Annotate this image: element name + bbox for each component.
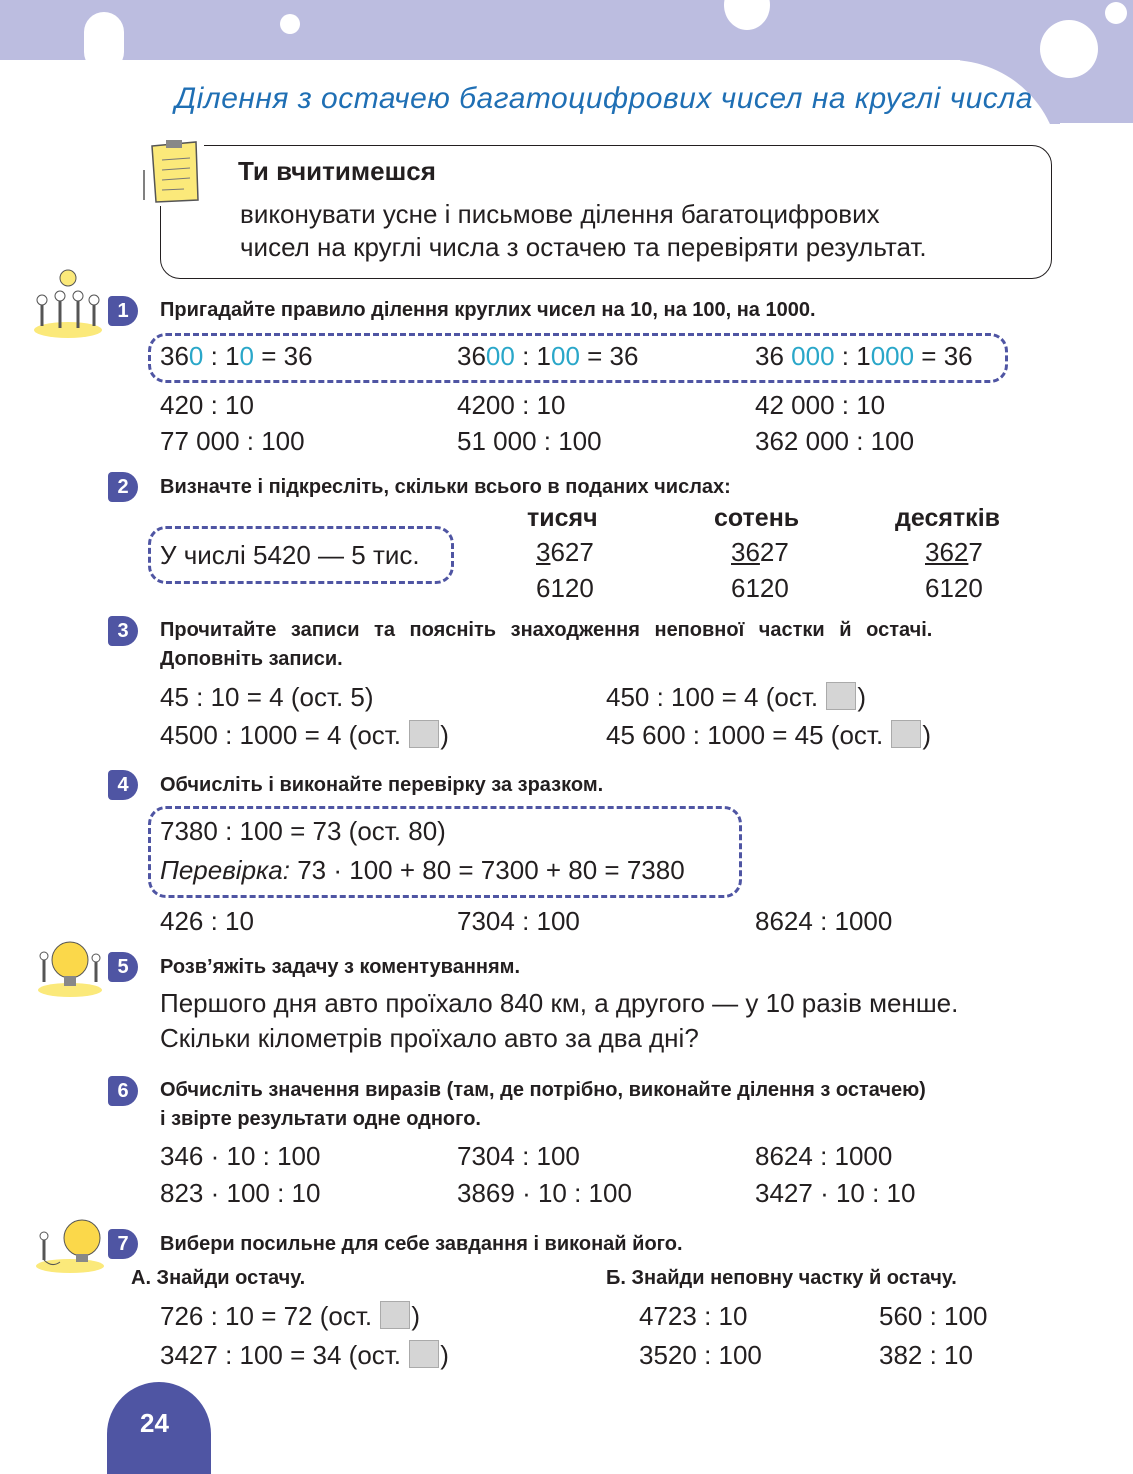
column-header: сотень [714,504,800,532]
expression: 426 : 10 [160,906,254,936]
task-number: 2 [108,472,138,502]
task-5-text: Розв’яжіть задачу з коментуванням. [160,956,520,978]
example-text: У числі 5420 — 5 тис. [160,540,420,570]
number: 6120 [536,573,594,603]
task-number: 7 [108,1229,138,1259]
top-banner [0,0,1133,60]
expression: 3869 · 10 : 100 [457,1178,632,1208]
number: 3627 [536,537,594,567]
task-3-text-2: Доповніть записи. [160,648,343,670]
expression: 450 : 100 = 4 (ост. ) [606,682,867,712]
expression: 3427 : 100 = 34 (ост. ) [160,1340,449,1370]
example-1-1: 360 : 10 = 36 [160,341,313,371]
example-1-3: 36 000 : 1000 = 36 [755,341,973,371]
answer-box[interactable] [891,720,921,748]
goal-line-2: чисел на круглі числа з остачею та перевіряти результат. [240,232,927,262]
expression: 4723 : 10 [639,1301,748,1331]
example-line-2: Перевірка: 73 · 100 + 80 = 7300 + 80 = 7380 [160,855,685,885]
answer-box[interactable] [409,720,439,748]
expression: 346 · 10 : 100 [160,1141,321,1171]
expression: 77 000 : 100 [160,426,305,456]
expression: 45 600 : 1000 = 45 (ост. ) [606,720,932,750]
notepad-icon [140,140,204,206]
example-1-2: 3600 : 100 = 36 [457,341,639,371]
expression: 51 000 : 100 [457,426,602,456]
task-1-text: Пригадайте правило ділення круглих чисел на 10, на 100, на 1000. [160,299,816,321]
people-bulb-icon [30,1212,106,1274]
column-header: тисяч [527,504,598,532]
people-bulb-icon [28,266,104,342]
task-3-text-1: Прочитайте записи та поясніть знаходження неповної частки й остачі. [160,619,933,641]
expression: 560 : 100 [879,1301,988,1331]
expression: 7304 : 100 [457,1141,580,1171]
expression: 362 000 : 100 [755,426,915,456]
option-b-label: Б. Знайди неповну частку й остачу. [606,1267,957,1289]
expression: 8624 : 1000 [755,906,893,936]
expression: 7304 : 100 [457,906,580,936]
expression: 420 : 10 [160,390,254,420]
expression: 8624 : 1000 [755,1141,893,1171]
answer-box[interactable] [409,1340,439,1368]
task-number: 5 [108,952,138,982]
people-bulb-icon [34,936,104,998]
banner-bubble [84,12,124,72]
task-number: 1 [108,296,138,326]
task-7-text: Вибери посильне для себе завдання і виконай його. [160,1233,683,1255]
column-header: десятків [895,504,1001,532]
task-number: 4 [108,770,138,800]
task-number: 6 [108,1076,138,1106]
task-number: 3 [108,616,138,646]
task-2-text: Визначте і підкресліть, скільки всього в поданих числах: [160,476,731,498]
expression: 3427 · 10 : 10 [755,1178,916,1208]
problem-line-1: Першого дня авто проїхало 840 км, а другого — у 10 разів менше. [160,988,959,1018]
goal-heading: Ти вчитимешся [238,156,436,186]
goal-line-1: виконувати усне і письмове ділення багатоцифрових [240,199,880,229]
answer-box[interactable] [826,682,856,710]
expression: 823 · 100 : 10 [160,1178,321,1208]
number: 6120 [925,573,983,603]
expression: 382 : 10 [879,1340,973,1370]
task-6-text-1: Обчисліть значення виразів (там, де потрібно, виконайте ділення з остачею) [160,1079,926,1101]
number: 3627 [925,537,983,567]
example-line-1: 7380 : 100 = 73 (ост. 80) [160,816,446,846]
expression: 3520 : 100 [639,1340,762,1370]
expression: 42 000 : 10 [755,390,886,420]
number: 6120 [731,573,789,603]
expression: 4500 : 1000 = 4 (ост. ) [160,720,449,750]
banner-bubble [280,14,300,34]
expression: 726 : 10 = 72 (ост. ) [160,1301,421,1331]
expression: 45 : 10 = 4 (ост. 5) [160,682,374,712]
page-title: Ділення з остачею багатоцифрових чисел на круглі числа [175,82,1033,115]
task-4-text: Обчисліть і виконайте перевірку за зразком. [160,774,604,796]
banner-bubble [1105,2,1127,24]
number: 3627 [731,537,789,567]
option-a-label: А. Знайди остачу. [131,1267,306,1289]
page-number: 24 [140,1408,169,1438]
expression: 4200 : 10 [457,390,566,420]
banner-bubble [1040,20,1098,78]
answer-box[interactable] [380,1301,410,1329]
problem-line-2: Скільки кілометрів проїхало авто за два дні? [160,1023,699,1053]
task-6-text-2: і звірте результати одне одного. [160,1108,481,1130]
